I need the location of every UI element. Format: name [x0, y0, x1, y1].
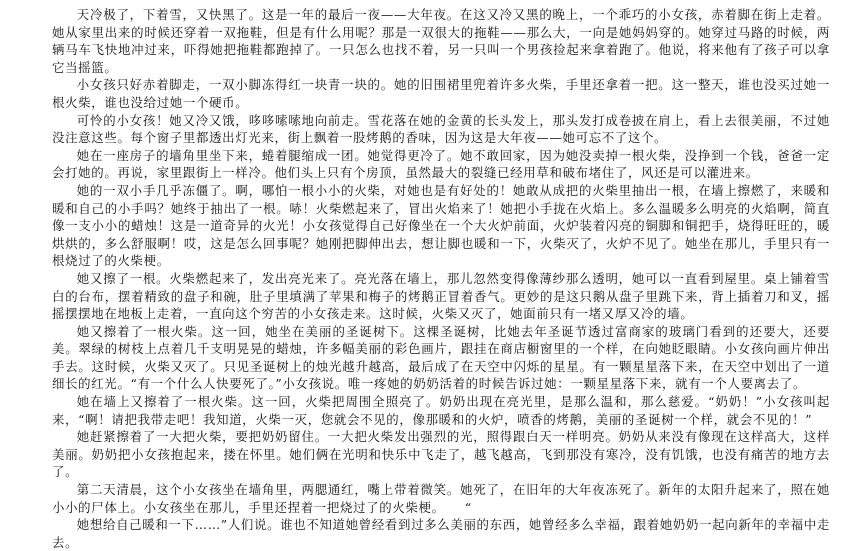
paragraph-8: 她在墙上又擦着了一根火柴。这一回，火柴把周围全照亮了。奶奶出现在亮光里，是那么温和，那么慈爱。“奶奶！”小女孩叫起来，“啊！请把我带走吧！我知道，火柴一灭，您就会不见的，像那暖和的火炉，喷香的烤鹅，美丽的圣诞树一个样，就会不见的！” — [52, 394, 830, 427]
paragraph-7: 她又擦着了一根火柴。这一回，她坐在美丽的圣诞树下。这棵圣诞树，比她去年圣诞节透过富商家的玻璃门看到的还要大，还要美。翠绿的树枝上点着几千支明晃晃的蜡烛，许多幅美丽的彩色画片，跟挂在商店橱窗里的一个样，在向她眨眼睛。小女孩向画片伸出手去。这时候，火柴又灭了。只见圣诞树上的烛光越升越高，最后成了在天空中闪烁的星星。有一颗星星落下来，在天空中划出了一道细长的红光。“有一个什么人快要死了。”小女孩说。唯一疼她的奶奶活着的时候告诉过她：一颗星星落下来，就有一个人要离去了。 — [52, 323, 830, 392]
paragraph-4: 她在一座房子的墙角里坐下来，蜷着腿缩成一团。她觉得更冷了。她不敢回家，因为她没卖掉一根火柴，没挣到一个钱，爸爸一定会打她的。再说，家里跟街上一样冷。他们头上只有个房顶，虽然最大的裂缝已经用草和破布堵住了，风还是可以灌进来。 — [52, 147, 830, 181]
story-document — [52, 6, 830, 550]
paragraph-2: 小女孩只好赤着脚走，一双小脚冻得红一块青一块的。她的旧围裙里兜着许多火柴，手里还拿着一把。这一整天，谁也没买过她一根火柴，谁也没给过她一个硬币。 — [52, 77, 830, 110]
paragraph-3: 可怜的小女孩！她又冷又饿，哆哆嗦嗦地向前走。雪花落在她的金黄的长头发上，那头发打成卷披在肩上，看上去很美丽，不过她没注意这些。每个窗子里都透出灯光来，街上飘着一股烤鹅的香味，因为这是大年夜——她可忘不了这个。 — [52, 112, 830, 146]
paragraph-5: 她的一双小手几乎冻僵了。啊，哪怕一根小小的火柴，对她也是有好处的！她敢从成把的火柴里抽出一根，在墙上擦燃了，来暖和暖和自己的小手吗？她终于抽出了一根。哧！火柴燃起来了，冒出火焰来了！她把小手拢在火焰上。多么温暖多么明亮的火焰啊，简直像一支小小的蜡烛！这是一道奇异的火光！小女孩觉得自己好像坐在一个大火炉前面，火炉装着闪亮的铜脚和铜把手，烧得旺旺的，暖烘烘的，多么舒服啊！哎，这是怎么回事呢？她刚把脚伸出去，想让脚也暖和一下，火柴灭了，火炉不见了。她坐在那儿，手里只有一根烧过了的火柴梗。 — [52, 182, 830, 269]
paragraph-11: 她想给自己暖和一下……”人们说。谁也不知道她曾经看到过多么美丽的东西，她曾经多么幸福，跟着她奶奶一起向新年的幸福中走去。 — [52, 517, 830, 550]
paragraph-6: 她又擦了一根。火柴燃起来了，发出亮光来了。亮光落在墙上，那儿忽然变得像薄纱那么透明，她可以一直看到屋里。桌上铺着雪白的台布，摆着精致的盘子和碗，肚子里填满了苹果和梅子的烤鹅正冒着香气。更妙的是这只鹅从盘子里跳下来，背上插着刀和叉，摇摇摆摆地在地板上走着，一直向这个穷苦的小女孩走来。这时候，火柴又灭了，她面前只有一堵又厚又冷的墙。 — [52, 270, 830, 322]
paragraph-10: 第二天清晨，这个小女孩坐在墙角里，两腮通红，嘴上带着微笑。她死了，在旧年的大年夜冻死了。新年的太阳升起来了，照在她小小的尸体上。小女孩坐在那儿，手里还捏着一把烧过了的火柴梗。 “ — [52, 482, 830, 515]
paragraph-1: 天冷极了，下着雪，又快黑了。这是一年的最后一夜——大年夜。在这又冷又黑的晚上，一个乖巧的小女孩，赤着脚在街上走着。她从家里出来的时候还穿着一双拖鞋，但是有什么用呢？那是一双很大的拖鞋——那么大，一向是她妈妈穿的。她穿过马路的时候，两辆马车飞快地冲过来，吓得她把拖鞋都跑掉了。一只怎么也找不着，另一只叫一个男孩捡起来拿着跑了。他说，将来他有了孩子可以拿它当摇篮。 — [52, 7, 830, 75]
paragraph-9: 她赶紧擦着了一大把火柴，要把奶奶留住。一大把火柴发出强烈的光，照得跟白天一样明亮。奶奶从来没有像现在这样高大，这样美丽。奶奶把小女孩抱起来，搂在怀里。她们俩在光明和快乐中飞走了，越飞越高，飞到那没有寒冷，没有饥饿，也没有痛苦的地方去了。 — [52, 429, 830, 480]
